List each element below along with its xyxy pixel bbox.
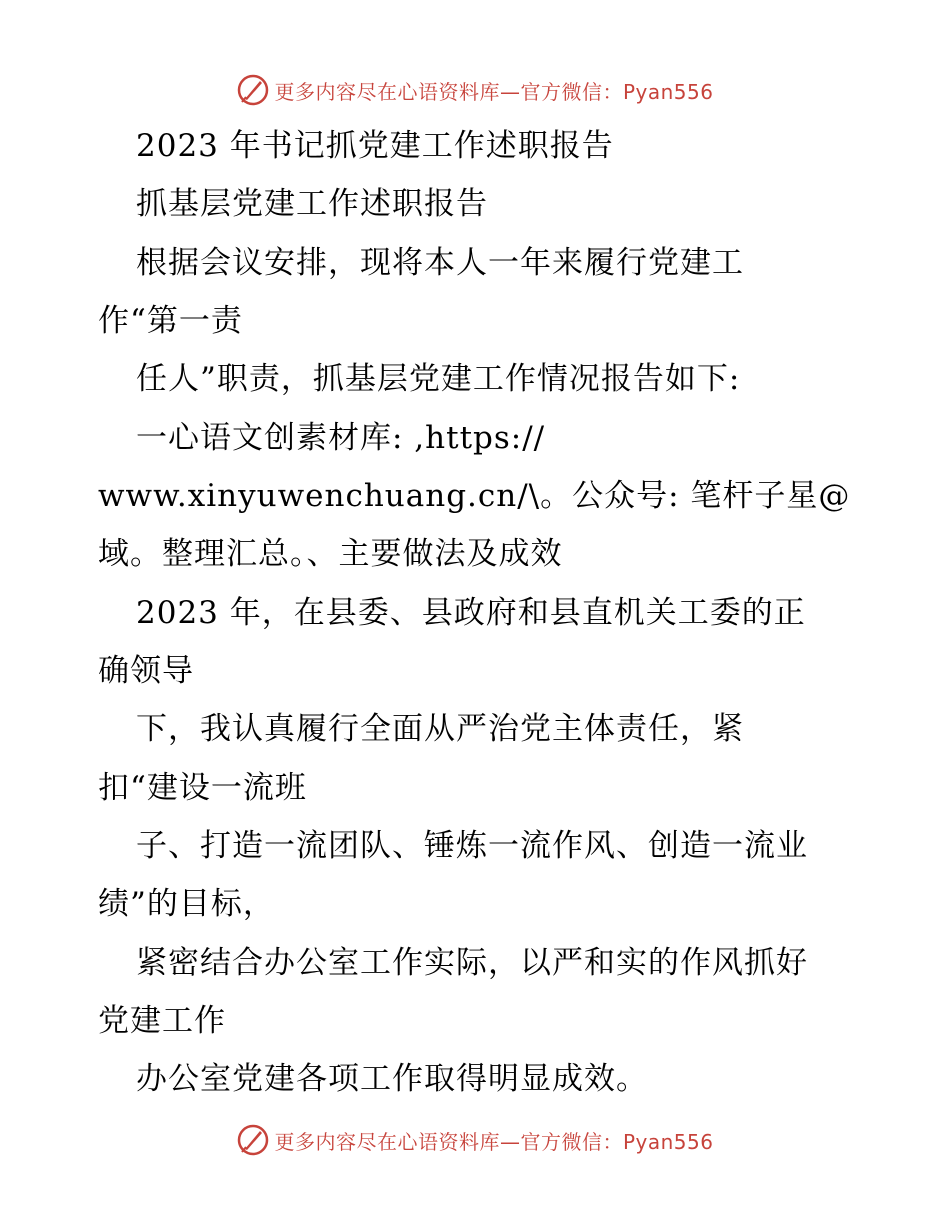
doc-line: 绩”的目标， <box>98 886 275 922</box>
footer-watermark <box>0 1120 950 1160</box>
doc-line: 任人”职责，抓基层党建工作情况报告如下: <box>136 361 741 397</box>
doc-line: 域。整理汇总。、主要做法及成效 <box>98 536 563 572</box>
watermark-text: 更多内容尽在心语资料库—官方微信：Pyan556 <box>274 79 714 104</box>
doc-line: 扣“建设一流班 <box>98 770 307 806</box>
doc-title: 2023 年书记抓党建工作述职报告 <box>136 128 614 164</box>
doc-line: 作“第一责 <box>98 303 243 339</box>
doc-subtitle: 抓基层党建工作述职报告 <box>136 186 488 222</box>
doc-line: 确领导 <box>98 653 194 689</box>
doc-line: 一心语文创素材库: ,https:// <box>136 420 546 456</box>
doc-line: 党建工作 <box>98 1003 226 1039</box>
doc-line: www.xinyuwenchuang.cn/\。公众号: 笔杆子星@ <box>98 478 851 514</box>
watermark-text: 更多内容尽在心语资料库—官方微信：Pyan556 <box>274 1129 714 1154</box>
doc-line: 办公室党建各项工作取得明显成效。 <box>136 1061 648 1097</box>
doc-line: 紧密结合办公室工作实际，以严和实的作风抓好 <box>136 945 808 981</box>
doc-line: 根据会议安排，现将本人一年来履行党建工 <box>136 245 744 281</box>
doc-line: 2023 年，在县委、县政府和县直机关工委的正 <box>136 595 806 631</box>
quill-circle-icon <box>236 1123 270 1157</box>
doc-line: 子、打造一流团队、锤炼一流作风、创造一流业 <box>136 828 808 864</box>
doc-line: 下，我认真履行全面从严治党主体责任，紧 <box>136 711 744 747</box>
